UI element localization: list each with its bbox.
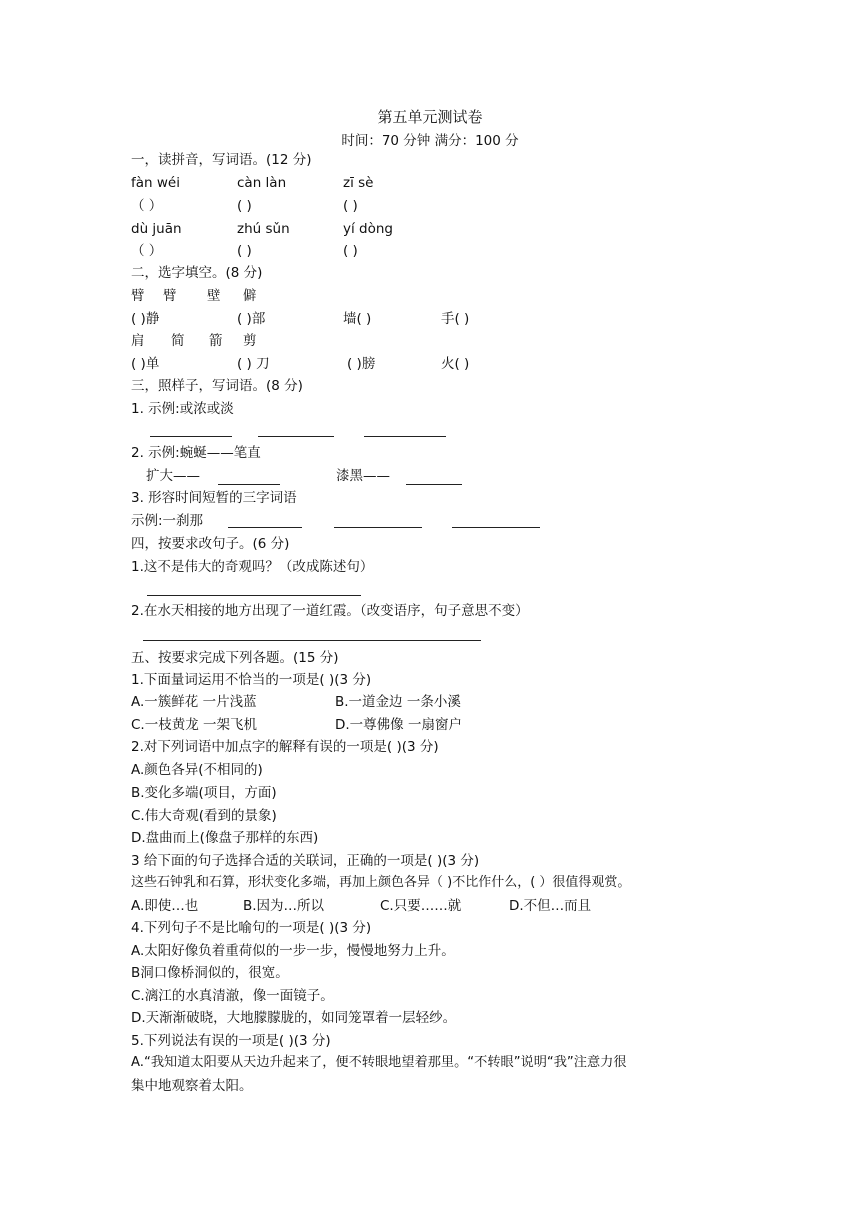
- fill-blank[interactable]: ( )部: [237, 311, 266, 327]
- option-a[interactable]: A.“我知道太阳要从天边升起来了，便不转眼地望着那里。“不转眼”说明“我”注意力很: [131, 1055, 627, 1070]
- answer-line[interactable]: [258, 436, 334, 437]
- pinyin-4: dù juān: [131, 221, 182, 237]
- option-b[interactable]: B洞口像桥洞似的，很宽。: [131, 965, 289, 981]
- section-4-heading: 四，按要求改句子。(6 分): [131, 536, 290, 552]
- question-5-4: 4.下列句子不是比喻句的一项是( )(3 分): [131, 920, 372, 936]
- question-5-3-sentence: 这些石钟乳和石算，形状变化多端，再加上颜色各异（ )不比作什么，( ）很值得观赏。: [131, 875, 631, 890]
- section-3-heading: 三，照样子，写词语。(8 分): [131, 378, 303, 394]
- option-a[interactable]: A.即使…也: [131, 898, 199, 914]
- answer-bracket-2[interactable]: ( ): [237, 198, 252, 214]
- section-2-heading: 二，选字填空。(8 分): [131, 265, 263, 281]
- fill-blank[interactable]: ( ) 刀: [237, 356, 270, 372]
- option-d[interactable]: D.不但…而且: [509, 898, 592, 914]
- pinyin-6: yí dòng: [343, 221, 393, 237]
- pinyin-5: zhú sǔn: [237, 221, 290, 237]
- option-b[interactable]: B.因为…所以: [243, 898, 325, 914]
- option-c[interactable]: C.只要……就: [380, 898, 462, 914]
- question-5-3: 3 给下面的句子选择合适的关联词，正确的一项是( )(3 分): [131, 853, 480, 869]
- pinyin-2: càn làn: [237, 175, 287, 191]
- answer-line[interactable]: [364, 436, 446, 437]
- char-option: 简: [171, 333, 185, 349]
- option-c[interactable]: C.伟大奇观(看到的景象): [131, 808, 277, 824]
- question-3-2: 2. 示例:蜿蜒——笔直: [131, 445, 261, 461]
- pinyin-3: zī sè: [343, 175, 374, 191]
- char-option: 僻: [243, 288, 257, 304]
- section-5-heading: 五、按要求完成下列各题。(15 分): [131, 650, 339, 666]
- char-option: 臂: [163, 288, 177, 304]
- char-option: 剪: [243, 333, 257, 349]
- question-3-1: 1. 示例:或浓或淡: [131, 401, 234, 417]
- option-a[interactable]: A.一簇鲜花 一片浅蓝: [131, 694, 257, 710]
- option-d[interactable]: D.盘曲而上(像盘子那样的东西): [131, 830, 319, 846]
- fill-blank[interactable]: ( )静: [131, 311, 160, 327]
- option-d[interactable]: D.一尊佛像 一扇窗户: [335, 717, 462, 733]
- answer-line[interactable]: [452, 527, 540, 528]
- char-option: 壁: [207, 288, 221, 304]
- fill-blank[interactable]: 手( ): [441, 311, 470, 327]
- page-subtitle: 时间：70 分钟 满分：100 分: [341, 133, 519, 149]
- pinyin-1: fàn wéi: [131, 175, 180, 191]
- answer-line[interactable]: [150, 436, 232, 437]
- option-a[interactable]: A.太阳好像负着重荷似的一步一步，慢慢地努力上升。: [131, 943, 455, 959]
- question-4-2: 2.在水天相接的地方出现了一道红霞。（改变语序，句子意思不变）: [131, 603, 529, 619]
- option-b[interactable]: B.变化多端(项目，方面): [131, 785, 277, 801]
- answer-line[interactable]: [143, 640, 481, 641]
- answer-bracket-3[interactable]: ( ): [343, 198, 358, 214]
- answer-bracket-1[interactable]: （ ）: [131, 198, 163, 214]
- answer-bracket-5[interactable]: ( ): [237, 243, 252, 259]
- question-5-1: 1.下面量词运用不恰当的一项是( )(3 分): [131, 672, 372, 688]
- option-d[interactable]: D.天渐渐破晓，大地朦朦胧的，如同笼罩着一层轻纱。: [131, 1010, 457, 1026]
- fill-blank[interactable]: 墙( ): [343, 311, 372, 327]
- option-b[interactable]: B.一道金边 一条小溪: [335, 694, 461, 710]
- question-3-3: 3. 形容时间短暂的三字词语: [131, 490, 297, 506]
- option-a[interactable]: A.颜色各异(不相同的): [131, 762, 263, 778]
- char-option: 箭: [209, 333, 223, 349]
- question-3-3-example: 示例:一刹那: [131, 513, 204, 529]
- answer-line[interactable]: [218, 484, 280, 485]
- section-1-heading: 一，读拼音，写词语。(12 分): [131, 152, 312, 168]
- fill-blank[interactable]: ( )单: [131, 356, 160, 372]
- option-c[interactable]: C.一枝黄龙 一架飞机: [131, 717, 258, 733]
- answer-bracket-6[interactable]: ( ): [343, 243, 358, 259]
- question-5-5: 5.下列说法有误的一项是( )(3 分): [131, 1033, 331, 1049]
- fill-blank[interactable]: ( )膀: [347, 356, 376, 372]
- char-option: 臂: [131, 288, 145, 304]
- answer-line[interactable]: [228, 527, 302, 528]
- answer-bracket-4[interactable]: （ ）: [131, 243, 163, 259]
- page-title: 第五单元测试卷: [377, 108, 483, 126]
- question-4-1: 1.这不是伟大的奇观吗？（改成陈述句）: [131, 559, 374, 575]
- question-5-2: 2.对下列词语中加点字的解释有误的一项是( )(3 分): [131, 739, 439, 755]
- option-a-continued: 集中地观察着太阳。: [131, 1078, 253, 1094]
- example-word: 漆黑——: [336, 468, 390, 484]
- answer-line[interactable]: [147, 595, 361, 596]
- fill-blank[interactable]: 火( ): [441, 356, 470, 372]
- char-option: 肩: [131, 333, 145, 349]
- option-c[interactable]: C.漓江的水真清澈，像一面镜子。: [131, 988, 334, 1004]
- answer-line[interactable]: [406, 484, 462, 485]
- answer-line[interactable]: [334, 527, 422, 528]
- example-word: 扩大——: [146, 468, 200, 484]
